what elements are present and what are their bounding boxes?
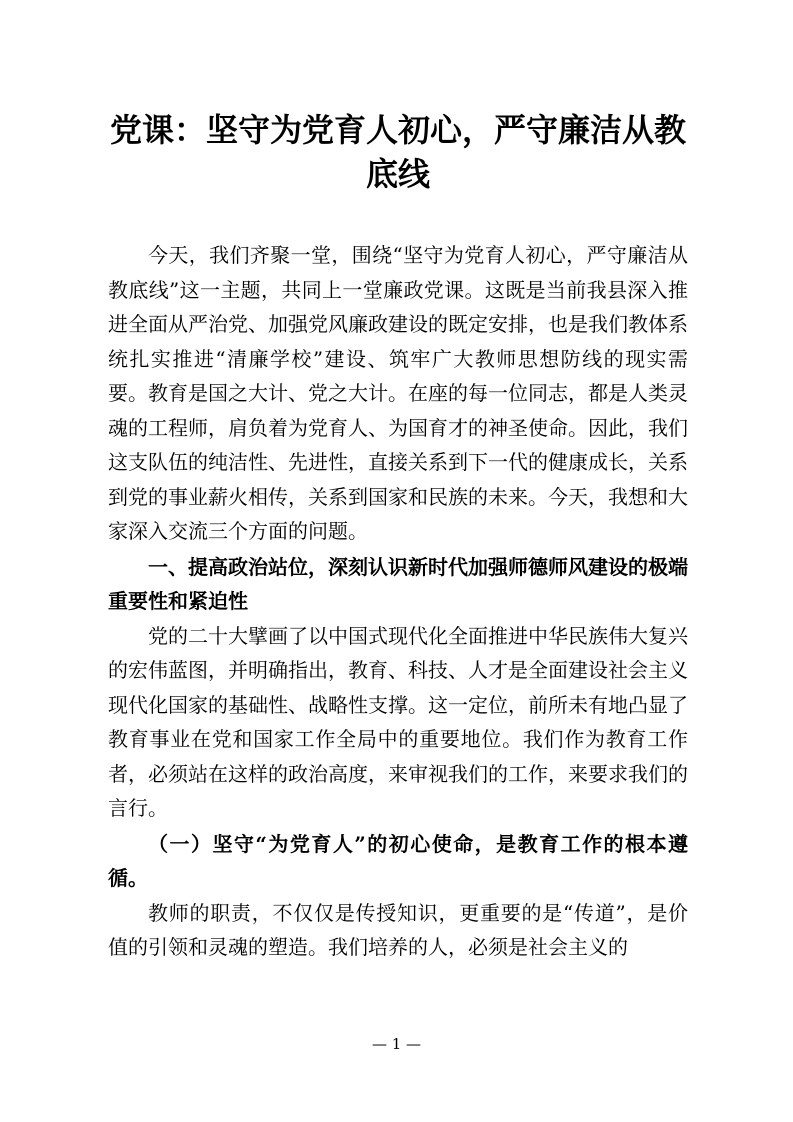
body-paragraph-section-1: 党的二十大擘画了以中国式现代化全面推进中华民族伟大复兴的宏伟蓝图，并明确指出，教育、科技、人才是全面建设社会主义现代化国家的基础性、战略性支撑。这一定位，前所未有地凸显了教育事业在党和国家工作全局中的重要地位。我们作为教育工作者，必须站在这样的政治高度，来审视我们的工作，来要求我们的言行。 <box>108 623 688 820</box>
body-paragraph-intro: 今天，我们齐聚一堂，围绕“坚守为党育人初心，严守廉洁从教底线”这一主题，共同上一堂廉政党课。这既是当前我县深入推进全面从严治党、加强党风廉政建设的既定安排，也是我们教体系统扎实推进“清廉学校”建设、筑牢广大教师思想防线的现实需要。教育是国之大计、党之大计。在座的每一位同志，都是人类灵魂的工程师，肩负着为党育人、为国育才的神圣使命。因此，我们这支队伍的纯洁性、先进性，直接关系到下一代的健康成长，关系到党的事业薪火相传，关系到国家和民族的未来。今天，我想和大家深入交流三个方面的问题。 <box>108 243 688 543</box>
subsection-heading-1-1: （一）坚守“为党育人”的初心使命，是教育工作的根本遵循。 <box>108 831 688 890</box>
document-page <box>108 108 688 965</box>
document-title: 党课：坚守为党育人初心，严守廉洁从教底线 <box>109 111 686 193</box>
document-body <box>108 238 688 965</box>
body-paragraph-subsection-1-1: 教师的职责，不仅仅是传授知识，更重要的是“传道”，是价值的引领和灵魂的塑造。我们培养的人，必须是社会主义的 <box>108 900 688 959</box>
section-heading-1: 一、提高政治站位，深刻认识新时代加强师德师风建设的极端重要性和紧迫性 <box>108 554 688 613</box>
page-number: — 1 — <box>371 1035 422 1053</box>
